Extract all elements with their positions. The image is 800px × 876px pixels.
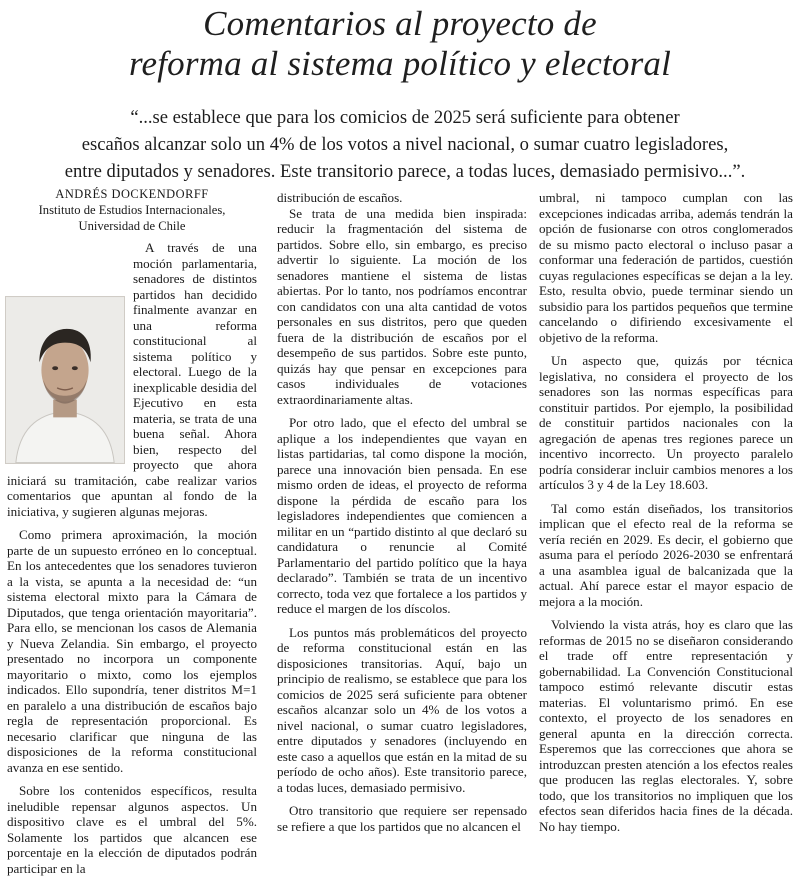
affiliation-line-1: Instituto de Estudios Internacionales, xyxy=(38,203,226,217)
column-2-paragraph-1: Se trata de una medida bien inspirada: reducir la fragmentación del sistema de partidos. Sobre ello, sin embargo, es preciso advertir lo siguiente. La moción de los senadores mantiene el sistema de listas abiertas. Por lo tanto, nos podríamos encontrar con candidatos con una alta cantidad de votos personales en sus distritos, pero que queden fuera de la distribución de escaños por el desempeño de sus partidos. Sobre este punto, quizás hay que pensar en excepciones para casos individuales de votaciones extraordinariamente altas. xyxy=(277,205,527,407)
pull-quote-line-3: entre diputados y senadores. Este transitorio parece, a todas luces, demasiado permisivo...”. xyxy=(64,161,746,182)
article-column-2 xyxy=(277,190,527,834)
column-2-paragraph-3: Los puntos más problemáticos del proyecto de reforma constitucional están en las disposiciones transitorias. Aquí, bajo un principio de realismo, se establece que para los comicios de 2025 será suficiente para obtener escaños alcanzar solo un 4% de los votos a nivel nacional, o sumar cuatro legisladores, entre diputados y senadores (incluyendo en este caso a aquellos que están en la mitad de su período de ocho años). Este transitorio parece, a todas luces, demasiado permisivo. xyxy=(277,624,527,795)
author-affiliation xyxy=(7,202,257,234)
column-2-continuation: distribución de escaños. xyxy=(277,190,403,205)
headline-line-1: Comentarios al proyecto de xyxy=(203,4,597,43)
author-photo xyxy=(5,296,125,464)
column-2-paragraph-2: Por otro lado, que el efecto del umbral se aplique a los independientes que vayan en listas partidarias, tal como dispone la moción, parece una innovación bien pensada. En ese mismo orden de ideas, el proyecto de reforma dispone la pérdida de escaño para los legisladores independientes que comiencen a militar en un “partido distinto al que declaró su candidatura o renuncie al Comité Parlamentario del partido político que la haya declarado”. También se trata de un incentivo correcto, toda vez que fortalece a los partidos y reduce el margen de los díscolos. xyxy=(277,415,527,616)
author-portrait-illustration xyxy=(6,297,124,463)
headline-line-2: reforma al sistema político y electoral xyxy=(128,44,672,83)
column-1-paragraph-1: A través de una moción parlamentaria, senadores de distintos partidos han decidido finalmente avanzar en una reforma constitucional al sistema político y electoral. Luego de la inexplicable desidia del Ejecutivo en esta materia, se trata de una buena señal. Ahora bien, respecto del proyecto que ahora iniciará su tramitación, cabe realizar varios comentarios que apuntan al fondo de la iniciativa, y sugieren algunas mejoras. xyxy=(7,240,257,519)
column-1-paragraph-3: Sobre los contenidos específicos, resulta ineludible repensar algunos aspectos. Un dispositivo clave es el umbral del 5%. Solamente los partidos que alcancen ese porcentaje en la elección de diputados podrán participar en la xyxy=(7,783,257,876)
article-column-1 xyxy=(7,186,257,876)
column-2-paragraph-4: Otro transitorio que requiere ser repensado se refiere a que los partidos que no alcancen el xyxy=(277,803,527,834)
column-3-paragraph-3: Volviendo la vista atrás, hoy es claro que las reformas de 2015 no se diseñaron considerando el trade off entre representación y gobernabilidad. La Convención Constitucional tampoco estimó relevante discutir estas materias. El voluntarismo primó. En ese contexto, el proyecto de los senadores en general apunta en la dirección correcta. Esperemos que las correcciones que ahora se introduzcan presten atención a los efectos reales que producen las reglas electorales. Y, sobre todo, que los transitorios no impliquen que los efectos sean diferidos hacia fines de la década. No hay tiempo. xyxy=(539,617,793,834)
article-column-3 xyxy=(539,190,793,834)
headline xyxy=(0,4,800,84)
pull-quote xyxy=(40,104,770,185)
column-3-paragraph-2: Tal como están diseñados, los transitorios implican que el efecto real de la reforma se vería recién en 2029. Es decir, el gobierno que asuma para el período 2026-2030 se enfrentará a una asamblea igual de balcanizada que la actual. Ahí parece estar el mayor espacio de mejora a la moción. xyxy=(539,500,793,609)
column-3-continuation: umbral, ni tampoco cumplan con las excepciones indicadas arriba, además tendrán la opción de fusionarse con otros conglomerados de su mismo pacto electoral o incluso pasar a conformar una federación de partidos, cuestión cuyas regulaciones específicas se dejan a la ley. Esto, resulta obvio, puede terminar siendo un subsidio para los partidos pequeños que termine cancelando o difiriendo excesivamente el objetivo de la reforma. xyxy=(539,190,793,345)
pull-quote-line-1: “...se establece que para los comicios de 2025 será suficiente para obtener xyxy=(130,107,680,128)
author-name: ANDRÉS DOCKENDORFF xyxy=(55,187,209,201)
pull-quote-line-2: escaños alcanzar solo un 4% de los votos a nivel nacional, o sumar cuatro legisladores, xyxy=(81,134,729,155)
column-1-paragraph-2: Como primera aproximación, la moción parte de un supuesto erróneo en lo conceptual. En los antecedentes que los senadores tuvieron a la vista, se apunta a la necesidad de: “un sistema electoral mixto para la Cámara de Diputados, que tenga orientación mayoritaria”. Para ello, se mencionan los casos de Alemania y Nueva Zelandia. Sin embargo, el proyecto presentado no incorpora un componente mayoritario o mixto, como los ejemplos indicados. Ello supondría, tener distritos M=1 en paralelo a una distribución de escaños bajo regla de representación proporcional. Es necesario clarificar que ninguna de las disposiciones de la reforma constitucional avanza en ese sentido. xyxy=(7,527,257,775)
column-3-paragraph-1: Un aspecto que, quizás por técnica legislativa, no considera el proyecto de los senadores son las normas específicas para constituir partidos. Por ejemplo, la posibilidad de constituir partidos nacionales con la agregación de apenas tres regiones parece un incentivo incorrecto. Un proyecto paralelo podría considerar incluir cambios menores a los artículos 3 y 4 de la Ley 18.603. xyxy=(539,353,793,492)
affiliation-line-2: Universidad de Chile xyxy=(78,219,186,233)
